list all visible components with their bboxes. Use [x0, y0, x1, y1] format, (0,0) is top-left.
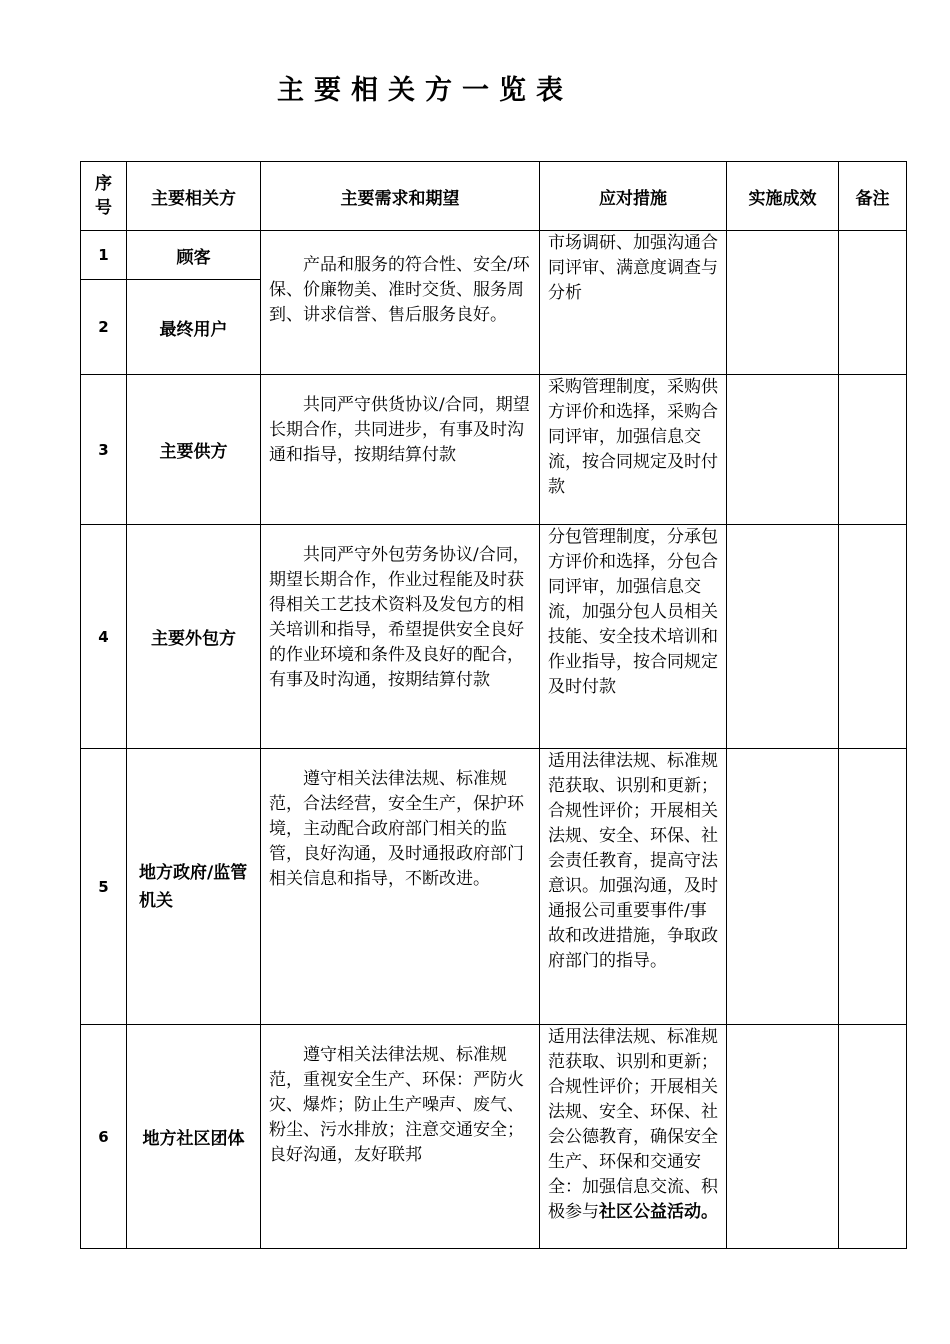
table-row [81, 231, 907, 280]
row-measures-text: 适用法律法规、标准规范获取、识别和更新；合规性评价；开展相关法规、安全、环保、社会公德教育，确保安全生产、环保和交通安全：加强信息交流、积极参与 [548, 1027, 718, 1222]
row-notes [839, 525, 907, 749]
row-results [727, 1025, 839, 1249]
row-results [727, 525, 839, 749]
row-needs: 共同严守外包劳务协议/合同，期望长期合作，作业过程能及时获得相关工艺技术资料及发包方的相关培训和指导，希望提供安全良好的作业环境和条件及良好的配合，有事及时沟通，按期结算付款 [261, 525, 540, 749]
header-num [81, 162, 127, 231]
table-row [81, 525, 907, 749]
row-results [727, 375, 839, 525]
row-measures-bold-text: 社区公益活动。 [599, 1202, 718, 1222]
row-party: 主要外包方 [127, 525, 261, 749]
row-notes [839, 749, 907, 1025]
row-measures: 适用法律法规、标准规范获取、识别和更新；合规性评价；开展相关法规、安全、环保、社会责任教育，提高守法意识。加强沟通，及时通报公司重要事件/事故和改进措施，争取政府部门的指导。 [540, 749, 727, 1025]
page-title: 主要相关方一览表 [277, 75, 573, 106]
row-measures: 市场调研、加强沟通合同评审、满意度调查与分析 [540, 231, 727, 375]
header-needs: 主要需求和期望 [261, 162, 540, 231]
row-party: 顾客 [127, 231, 261, 280]
header-row [81, 162, 907, 231]
table-row [81, 375, 907, 525]
header-num-text: 序号 [95, 174, 112, 218]
row-num: 3 [81, 375, 127, 525]
row-measures: 分包管理制度，分承包方评价和选择，分包合同评审，加强信息交流，加强分包人员相关技能、安全技术培训和作业指导，按合同规定及时付款 [540, 525, 727, 749]
row-party: 最终用户 [127, 280, 261, 375]
row-num: 6 [81, 1025, 127, 1249]
row-party: 地方社区团体 [127, 1025, 261, 1249]
row-num: 2 [81, 280, 127, 375]
row-results [727, 231, 839, 375]
table-row [81, 1025, 907, 1249]
row-notes [839, 375, 907, 525]
row-notes [839, 1025, 907, 1249]
row-num: 4 [81, 525, 127, 749]
row-party: 地方政府/监管机关 [127, 749, 261, 1025]
row-needs: 产品和服务的符合性、安全/环保、价廉物美、准时交货、服务周到、讲求信誉、售后服务良好。 [261, 231, 540, 375]
row-needs: 遵守相关法律法规、标准规范，合法经营，安全生产，保护环境，主动配合政府部门相关的监管，良好沟通，及时通报政府部门相关信息和指导，不断改进。 [261, 749, 540, 1025]
row-party: 主要供方 [127, 375, 261, 525]
row-results [727, 749, 839, 1025]
row-measures [540, 1025, 727, 1249]
header-results: 实施成效 [727, 162, 839, 231]
row-needs: 遵守相关法律法规、标准规范，重视安全生产、环保：严防火灾、爆炸；防止生产噪声、废气、粉尘、污水排放；注意交通安全；良好沟通，友好联邦 [261, 1025, 540, 1249]
row-measures: 采购管理制度，采购供方评价和选择，采购合同评审，加强信息交流，按合同规定及时付款 [540, 375, 727, 525]
header-notes: 备注 [839, 162, 907, 231]
row-num: 1 [81, 231, 127, 280]
row-needs: 共同严守供货协议/合同，期望长期合作，共同进步，有事及时沟通和指导，按期结算付款 [261, 375, 540, 525]
table-row [81, 749, 907, 1025]
header-measures: 应对措施 [540, 162, 727, 231]
row-notes [839, 231, 907, 375]
row-num: 5 [81, 749, 127, 1025]
header-party: 主要相关方 [127, 162, 261, 231]
stakeholder-table [80, 161, 907, 1249]
